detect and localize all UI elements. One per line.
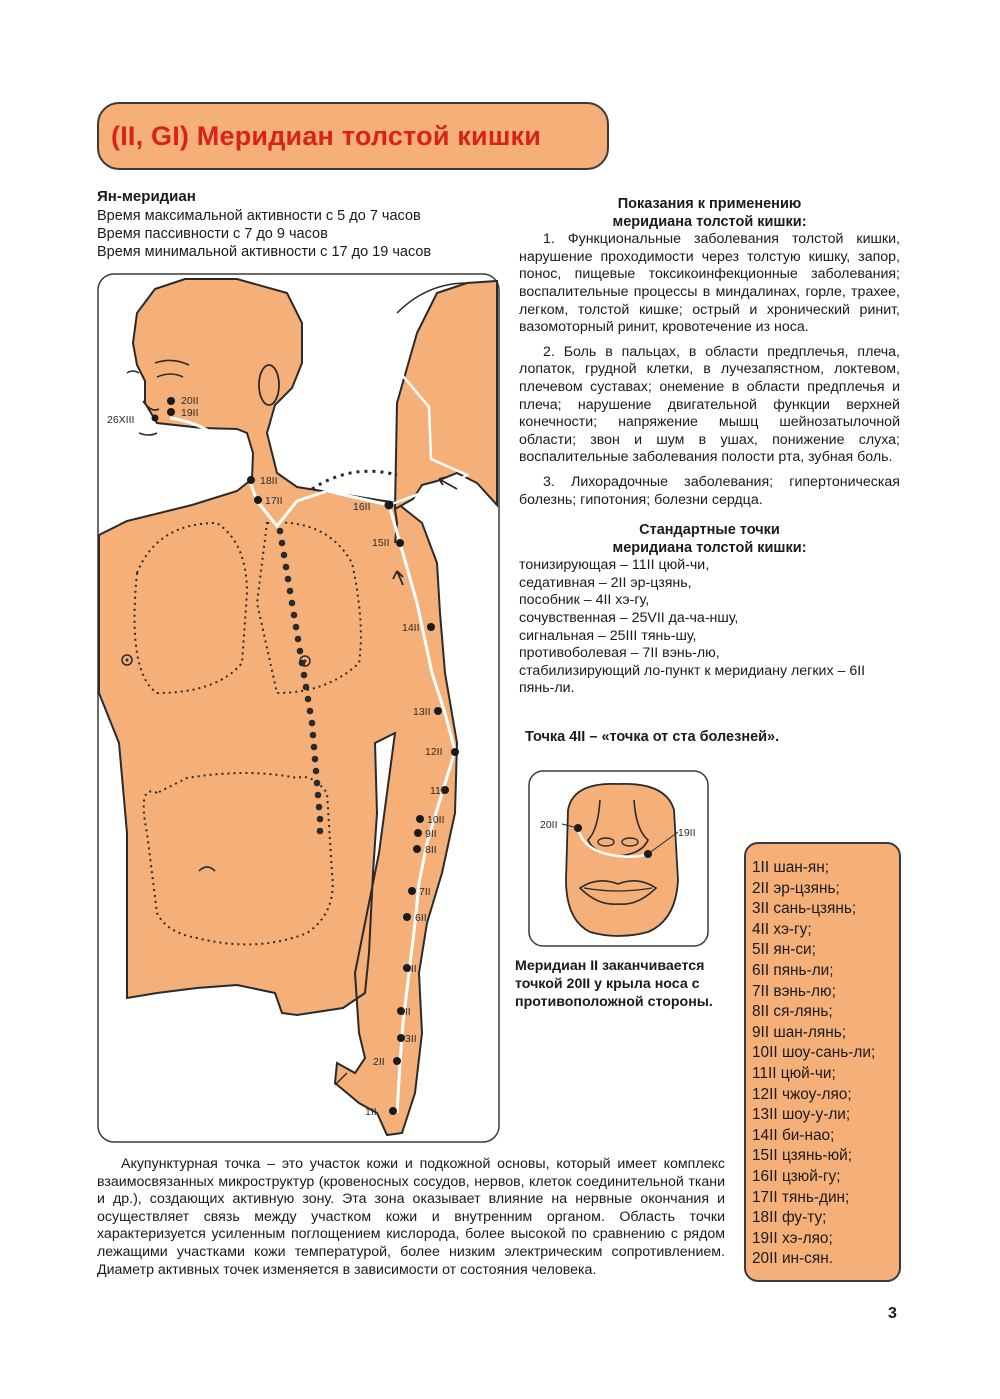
point-name-item: 11II цюй-чи; bbox=[752, 1064, 836, 1082]
point-name-item: 9II шан-лянь; bbox=[752, 1023, 847, 1041]
face-figure bbox=[528, 770, 710, 948]
point-name-item: 8II ся-лянь; bbox=[752, 1003, 833, 1021]
point-name-item: 19II хэ-ляо; bbox=[752, 1229, 833, 1247]
label-20: 20II bbox=[181, 395, 199, 407]
standard-heading-2: меридиана толстой кишки: bbox=[612, 539, 807, 556]
label-14: 14II bbox=[402, 622, 420, 634]
label-15: 15II bbox=[372, 537, 390, 549]
label-16: 16II bbox=[353, 501, 371, 513]
point-name-item: 13II шоу-у-ли; bbox=[752, 1106, 851, 1124]
standard-item: стабилизирующий ло-пункт к меридиану легких – 6II пянь-ли. bbox=[519, 662, 866, 697]
point-name-item: 2II эр-цзянь; bbox=[752, 879, 840, 897]
standard-list bbox=[519, 557, 900, 698]
standard-item: противоболевая – 7II вэнь-лю, bbox=[519, 645, 720, 662]
yang-line: Время пассивности с 7 до 9 часов bbox=[97, 226, 328, 242]
standard-item: тонизирующая – 11II цюй-чи, bbox=[519, 557, 710, 574]
face-label-20: 20II bbox=[540, 819, 558, 831]
label-8: 8II bbox=[425, 844, 437, 856]
point-name-item: 17II тянь-дин; bbox=[752, 1188, 850, 1206]
standard-item: сочувственная – 25VII да-ча-ншу, bbox=[519, 610, 739, 627]
page-number: 3 bbox=[888, 1305, 897, 1322]
label-2: 2II bbox=[373, 1056, 385, 1068]
yang-heading: Ян-меридиан bbox=[97, 188, 196, 205]
point-name-item: 15II цзянь-юй; bbox=[752, 1147, 853, 1165]
point-name-item: 3II сань-цзянь; bbox=[752, 900, 857, 918]
point-names-box bbox=[744, 842, 901, 1282]
meridian-body-figure bbox=[97, 273, 501, 1145]
indications-heading: Показания к применению bbox=[617, 196, 802, 212]
label-7: 7II bbox=[419, 886, 431, 898]
title-box bbox=[97, 102, 609, 170]
point-name-item: 6II пянь-ли; bbox=[752, 961, 834, 979]
label-9: 9II bbox=[425, 828, 437, 840]
point4-note: Точка 4II – «точка от ста болезней». bbox=[525, 729, 780, 745]
face-label-19: 19II bbox=[678, 827, 696, 839]
point-name-item: 12II чжоу-ляо; bbox=[752, 1085, 852, 1103]
indications-heading-2: меридиана толстой кишки: bbox=[612, 213, 807, 230]
indication-paragraph: 3. Лихорадочные заболевания; гипертоническая болезнь; гипотония; болезни сердца. bbox=[519, 473, 900, 508]
point-name-item: 1II шан-ян; bbox=[752, 859, 830, 876]
standard-item: сигнальная – 25III тянь-шу, bbox=[519, 627, 697, 644]
label-18: 18II bbox=[260, 475, 278, 487]
standard-item: седативная – 2II эр-цзянь, bbox=[519, 574, 692, 591]
yang-info bbox=[97, 188, 507, 261]
label-12: 12II bbox=[425, 746, 443, 758]
label-11: 11II bbox=[430, 785, 447, 797]
label-10: 10II bbox=[427, 814, 445, 826]
page-title: (II, GI) Меридиан толстой кишки bbox=[111, 120, 542, 151]
point-name-item: 4II хэ-гу; bbox=[752, 920, 812, 938]
point-name-item: 14II би-нао; bbox=[752, 1126, 835, 1144]
point-name-item: 16II цзюй-гу; bbox=[752, 1167, 841, 1185]
indication-paragraph: 2. Боль в пальцах, в области предплечья, плеча, лопаток, грудной клетки, в лучезапястном, локтевом, плечевом суставах; онемение в области предплечья и плеча; нарушение двигательной функции верхней конечности; напряжение мышц шейнозатылочной области; звон и шум в ушах, понижение слуха; воспалительные заболевания полости рта, зубная боль. bbox=[519, 343, 900, 466]
label-3: 3II bbox=[405, 1033, 417, 1045]
standard-item: пособник – 4II хэ-гу, bbox=[519, 592, 650, 609]
point-name-item: 20II ин-сян. bbox=[752, 1250, 833, 1268]
yang-line: Время максимальной активности с 5 до 7 часов bbox=[97, 208, 421, 224]
point-name-item: 7II вэнь-лю; bbox=[752, 982, 836, 1000]
label-1: 1II bbox=[365, 1106, 377, 1118]
label-19: 19II bbox=[181, 407, 199, 419]
meridian-end-note: Меридиан II заканчивается точкой 20II у крыла носа с противоположной стороны. bbox=[515, 958, 713, 1010]
label-5: 5II bbox=[405, 963, 417, 975]
point-name-item: 5II ян-си; bbox=[752, 941, 816, 959]
label-26: 26XIII bbox=[107, 414, 135, 426]
standard-heading: Стандартные точки bbox=[639, 522, 780, 539]
yang-line: Время минимальной активности с 17 до 19 часов bbox=[97, 244, 432, 260]
label-13: 13II bbox=[413, 706, 431, 718]
right-column bbox=[519, 196, 900, 698]
acupoint-paragraph: Акупунктурная точка – это участок кожи и подкожной основы, который имеет комплекс взаимосвязанных микроструктур (кровеносных сосудов, нервов, клеток соединительной ткани и др.), создающих активную зону. Эта зона оказывает влияние на нервные окончания и осуществляет связь между участком кожи и внутренним органом. Область точки характеризуется усиленным поглощением кислорода, более высокой по сравнению с рядом лежащими участками кожи температурой, более низким электрическим сопротивлением. Диаметр активных точек изменяется в зависимости от состояния человека. bbox=[97, 1156, 725, 1278]
label-6: 6II bbox=[415, 912, 427, 924]
label-4: 4II bbox=[399, 1006, 411, 1018]
point-name-item: 18II фу-ту; bbox=[752, 1209, 827, 1227]
point-name-item: 10II шоу-сань-ли; bbox=[752, 1044, 876, 1062]
indication-paragraph: 1. Функциональные заболевания толстой кишки, нарушение проходимости через толстую кишку, запор, понос, пищевые токсикоинфекционные заболевания; воспалительные процессы в миндалинах, горле, трахее, легком, толстой кишке; острый и хронический ринит, вазомоторный ринит, кровотечение из носа. bbox=[519, 231, 900, 336]
label-17: 17II bbox=[265, 495, 283, 507]
